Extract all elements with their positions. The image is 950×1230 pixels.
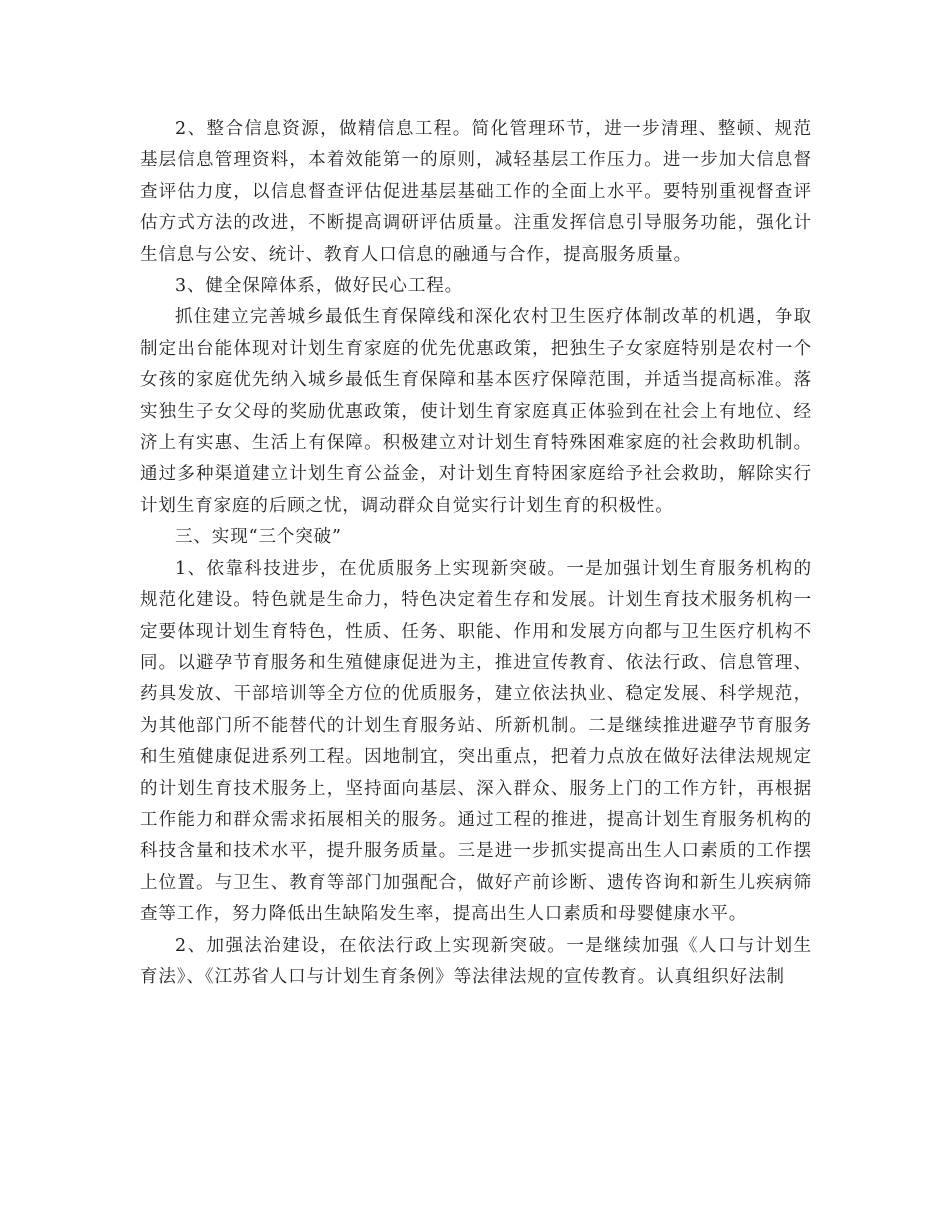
paragraph-security-system-body: 抓住建立完善城乡最低生育保障线和深化农村卫生医疗体制改革的机遇，争取制定出台能体现对计划生育家庭的优先优惠政策，把独生子女家庭特别是农村一个女孩的家庭优先纳入城乡最低生育保障和基本医疗保障范围，并适当提高标准。落实独生子女父母的奖励优惠政策，使计划生育家庭真正体验到在社会上有地位、经济上有实惠、生活上有保障。积极建立对计划生育特殊困难家庭的社会救助机制。通过多种渠道建立计划生育公益金，对计划生育特困家庭给予社会救助，解除实行计划生育家庭的后顾之忧，调动群众自觉实行计划生育的积极性。 bbox=[140, 307, 812, 516]
paragraph-tech-progress: 1、依靠科技进步，在优质服务上实现新突破。一是加强计划生育服务机构的规范化建设。特色就是生命力，特色决定着生存和发展。计划生育技术服务机构一定要体现计划生育特色，性质、任务、职能、作用和发展方向都与卫生医疗机构不同。以避孕节育服务和生殖健康促进为主，推进宣传教育、依法行政、信息管理、药具发放、干部培训等全方位的优质服务，建立依法执业、稳定发展、科学规范，为其他部门所不能替代的计划生育服务站、所新机制。二是继续推进避孕节育服务和生殖健康促进系列工程。因地制宜，突出重点，把着力点放在做好法律法规规定的计划生育技术服务上，坚持面向基层、深入群众、服务上门的工作方针，再根据工作能力和群众需求拓展相关的服务。通过工程的推进，提高计划生育服务机构的科技含量和技术水平，提升服务质量。三是进一步抓实提高出生人口素质的工作摆上位置。与卫生、教育等部门加强配合，做好产前诊断、遗传咨询和新生儿疾病筛查等工作，努力降低出生缺陷发生率，提高出生人口素质和母婴健康水平。 bbox=[140, 558, 812, 925]
paragraph-info-resources: 2、整合信息资源，做精信息工程。简化管理环节，进一步清理、整顿、规范基层信息管理资料，本着效能第一的原则，减轻基层工作压力。进一步加大信息督查评估力度，以信息督查评估促进基层基础工作的全面上水平。要特别重视督查评估方式方法的改进，不断提高调研评估质量。注重发挥信息引导服务功能，强化计生信息与公安、统计、教育人口信息的融通与合作，提高服务质量。 bbox=[140, 119, 812, 265]
paragraph-security-system-heading: 3、健全保障体系，做好民心工程。 bbox=[175, 276, 464, 297]
section-heading-three-breakthroughs: 三、实现“三个突破” bbox=[175, 527, 342, 548]
paragraph-legal-construction: 2、加强法治建设，在依法行政上实现新突破。一是继续加强《人口与计划生育法》、《江苏省人口与计划生育条例》等法律法规的宣传教育。认真组织好法制 bbox=[140, 935, 812, 987]
document-body bbox=[140, 114, 812, 993]
